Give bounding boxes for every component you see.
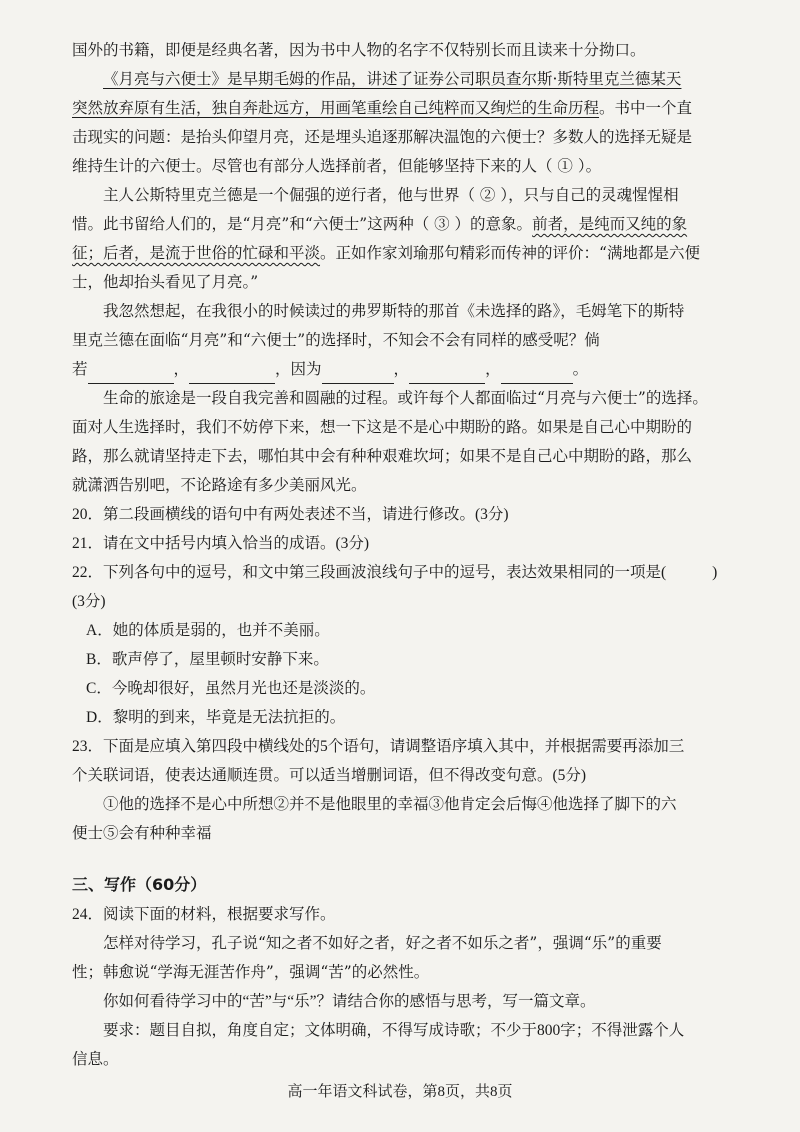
fill-blank-1[interactable] <box>88 365 174 384</box>
section-title: 三、写作（60分） <box>72 875 207 894</box>
writing-requirements: 要求：题目自拟，角度自定；文体明确，不得写成诗歌；不少于800字；不得泄露个人 <box>103 1022 685 1039</box>
option-c: C．今晚却很好，虽然月光也还是淡淡的。 <box>86 680 376 697</box>
passage-line <box>72 65 728 94</box>
question-23: 23．下面是应填入第四段中横线处的5个语句，请调整语序填入其中，并根据需要再添加三 <box>72 738 685 755</box>
question-24: 24．阅读下面的材料，根据要求写作。 <box>72 906 336 923</box>
passage-line: 我忽然想起，在我很小的时候读过的弗罗斯特的那首《未选择的路》，毛姆笔下的斯特 <box>103 302 685 320</box>
fill-blank-4[interactable] <box>409 365 485 384</box>
passage-text: ， <box>393 360 410 378</box>
passage-line: 路，那么就请坚持走下去，哪怕其中会有种种艰难坎坷；如果不是自己心中期盼的路，那么 <box>72 447 693 465</box>
question-22 <box>72 558 728 587</box>
writing-requirements: 信息。 <box>72 1051 119 1068</box>
fill-blank-3[interactable] <box>322 365 394 384</box>
passage-text: ， <box>485 360 501 378</box>
passage-text: 。书中一个直 <box>599 99 693 117</box>
underlined-sentence: 突然放弃原有生活，独自奔赴远方， <box>72 99 321 117</box>
question-23-sentences: 便士⑤会有种种幸福 <box>72 824 212 842</box>
passage-line: 里克兰德在面临“月亮”和“六便士”的选择时，不知会不会有同样的感受呢？倘 <box>72 331 600 349</box>
passage-text: 惜。此书留给人们的，是“月亮”和“六便士”这两种（ ③ ）的意象。 <box>72 215 533 233</box>
passage-text: ， <box>173 360 190 378</box>
question-20: 20．第二段画横线的语句中有两处表述不当，请进行修改。(3分) <box>72 506 509 523</box>
writing-material: 怎样对待学习，孔子说“知之者不如好之者，好之者不如乐之者”，强调“乐”的重要 <box>103 934 662 952</box>
underlined-sentence: 《月亮与六便士》是早期毛姆的作品，讲述了证券公司职员查尔斯·斯特里克兰德某天 <box>103 70 682 88</box>
option-a: A．她的体质是弱的，也并不美丽。 <box>86 622 330 639</box>
wavy-sentence: 征；后者，是流于世俗的忙碌和平淡 <box>72 244 321 262</box>
passage-text: 若 <box>72 360 88 378</box>
passage-line: 维持生计的六便士。尽管也有部分人选择前者，但能够坚持下来的人（ ① ）。 <box>72 157 602 175</box>
passage-text: ，因为 <box>275 360 322 378</box>
fill-blank-2[interactable] <box>189 365 275 384</box>
passage-line <box>72 94 728 123</box>
passage-line: 击现实的问题：是抬头仰望月亮，还是埋头追逐那解决温饱的六便士？多数人的选择无疑是 <box>72 128 693 146</box>
passage-line: 生命的旅途是一段自我完善和圆融的过程。或许每个人都面临过“月亮与六便士”的选择。 <box>103 389 708 407</box>
question-22-score: (3分) <box>72 593 106 610</box>
question-text: 22．下列各句中的逗号，和文中第三段画波浪线句子中的逗号，表达效果相同的一项是( <box>72 564 667 581</box>
passage-line: 主人公斯特里克兰德是一个倔强的逆行者，他与世界（ ② ），只与自己的灵魂惺惺相 <box>103 186 679 204</box>
passage-line: 就潇洒告别吧，不论路途有多少美丽风光。 <box>72 476 367 494</box>
question-21: 21．请在文中括号内填入恰当的成语。(3分) <box>72 535 370 552</box>
question-23-sentences: ①他的选择不是心中所想②并不是他眼里的幸福③他肯定会后悔④他选择了脚下的六 <box>103 795 677 813</box>
passage-line: 国外的书籍，即便是经典名著，因为书中人物的名字不仅特别长而且读来十分拗口。 <box>72 41 646 59</box>
writing-material: 性；韩愈说“学海无涯苦作舟”，强调“苦”的必然性。 <box>72 963 430 981</box>
passage-text: 。正如作家刘瑜那句精彩而传神的评价：“满地都是六便 <box>320 244 700 262</box>
writing-prompt: 你如何看待学习中的“苦”与“乐”？请结合你的感悟与思考，写一篇文章。 <box>103 993 596 1010</box>
fill-blank-5[interactable] <box>501 365 573 384</box>
question-text: ) <box>712 564 718 581</box>
passage-text: 。 <box>572 360 589 378</box>
page-footer: 高一年语文科试卷，第8页，共8页 <box>287 1084 513 1100</box>
passage-line-blanks <box>72 355 728 384</box>
question-23-cont: 个关联词语，使表达通顺连贯。可以适当增删词语，但不得改变句意。(5分) <box>72 767 587 784</box>
passage-line: 面对人生选择时，我们不妨停下来，想一下这是不是心中期盼的路。如果是自己心中期盼的 <box>72 418 693 436</box>
underlined-sentence: 用画笔重绘自己纯粹而又绚烂的生命历程 <box>320 99 600 117</box>
wavy-sentence: 前者，是纯而又纯的象 <box>532 215 688 233</box>
option-d: D．黎明的到来，毕竟是无法抗拒的。 <box>86 709 346 726</box>
option-b: B．歌声停了，屋里顿时安静下来。 <box>86 651 329 668</box>
passage-line <box>72 210 728 239</box>
passage-line <box>72 239 728 268</box>
passage-line: 士，他却抬头看见了月亮。” <box>72 273 259 291</box>
